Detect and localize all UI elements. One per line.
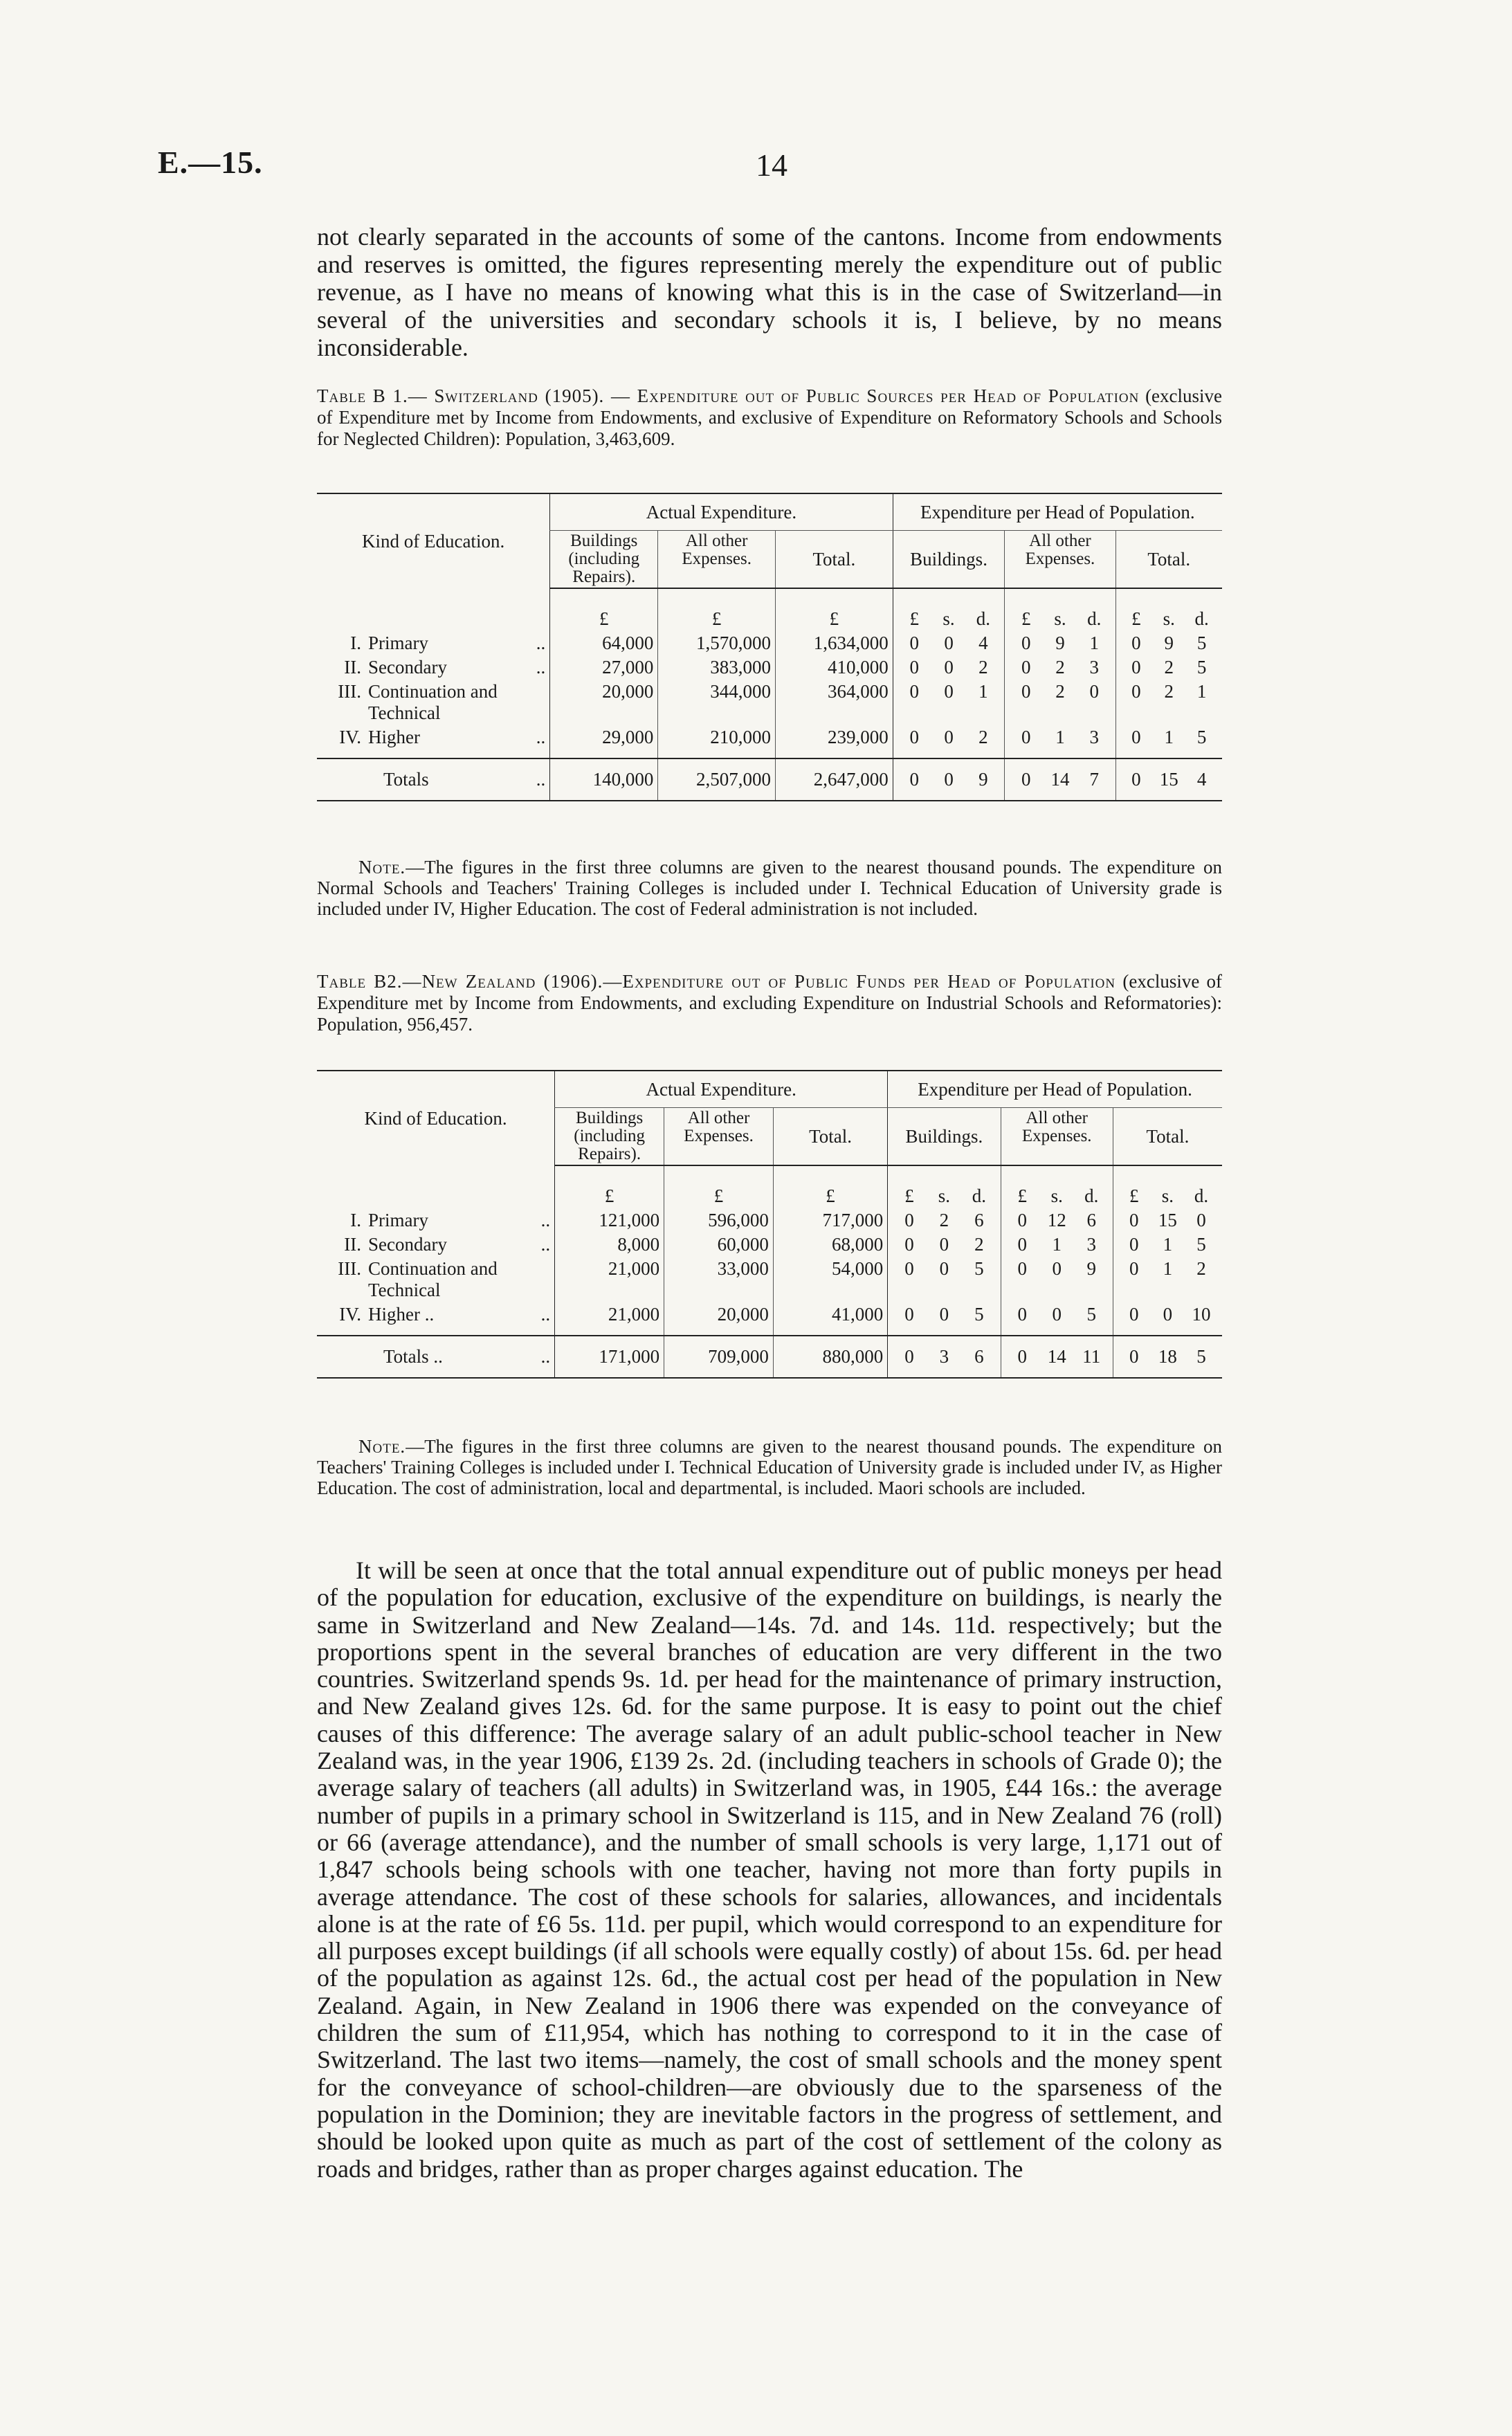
table2-caption [317,971,1222,1035]
leader-dots: .. [540,1210,551,1230]
cell-l: 0 [904,1234,914,1255]
row-number: I. [350,633,361,653]
cell-other: 344,000 [658,680,776,725]
table1-header-buildings-ph: Buildings. [893,531,1005,589]
cell-buildings: 21,000 [555,1257,664,1302]
unit-pence: d. [972,1185,986,1206]
unit-shilling: s. [1050,1185,1063,1206]
table1-header-total-ph: Total. [1115,531,1222,589]
table1-header-other-ph: All other Expenses. [1005,531,1115,589]
cell-other: 60,000 [664,1233,774,1257]
table2-header-other: All other Expenses. [664,1108,774,1166]
table2-header-total-ph: Total. [1113,1108,1222,1166]
table2-new-zealand [317,1070,1222,1379]
table2-header-kind: Kind of Education. [317,1071,555,1165]
row-number: I. [350,1210,361,1230]
unit-shilling: s. [1163,608,1175,629]
cell-total: 68,000 [773,1233,887,1257]
row-kind: Higher [368,727,420,747]
cell-total: 41,000 [773,1302,887,1336]
cell-s: 0 [944,727,954,747]
cell-s: 9 [1055,633,1065,653]
total-other: 2,507,000 [658,758,776,801]
cell-s: 0 [944,769,954,790]
cell-s: 1 [1055,727,1065,747]
unit-pound: £ [658,588,776,631]
cell-buildings: 8,000 [555,1233,664,1257]
cell-d: 5 [974,1258,984,1279]
unit-pound: £ [664,1165,774,1208]
unit-shilling: s. [1054,608,1066,629]
cell-l: 0 [1017,1210,1027,1230]
table1-header-per-head: Expenditure per Head of Population. [893,493,1222,531]
cell-s: 2 [1164,681,1174,702]
unit-pound: £ [1129,1185,1139,1206]
cell-s: 1 [1163,1258,1173,1279]
cell-l: 0 [1017,1304,1027,1325]
leader-dots: .. [536,727,546,747]
table1-caption [317,385,1222,450]
page-number: 14 [756,147,787,183]
cell-total: 364,000 [776,680,893,725]
cell-d: 3 [1086,1234,1096,1255]
cell-l: 0 [1021,681,1031,702]
row-number: II. [344,1234,361,1255]
unit-pence: d. [1084,1185,1099,1206]
cell-buildings: 121,000 [555,1208,664,1233]
total-buildings: 171,000 [555,1336,664,1378]
cell-s: 3 [939,1346,949,1367]
note-label: Note. [358,857,406,878]
table2-note [317,1436,1222,1498]
cell-s: 15 [1158,1210,1177,1230]
cell-buildings: 27,000 [550,655,658,680]
cell-d: 5 [1196,633,1207,653]
cell-d: 6 [974,1346,984,1367]
cell-l: 0 [909,657,919,678]
table1-header-other: All other Expenses. [658,531,776,589]
row-kind: Higher .. [368,1304,435,1325]
cell-buildings: 21,000 [555,1302,664,1336]
cell-l: 0 [1021,657,1031,678]
unit-shilling: s. [942,608,955,629]
cell-s: 0 [944,657,954,678]
table-row [317,1302,1222,1336]
cell-s: 2 [1055,657,1065,678]
cell-d: 7 [1089,769,1099,790]
unit-pound: £ [776,588,893,631]
cell-s: 2 [1055,681,1065,702]
unit-pence: d. [976,608,990,629]
cell-d: 10 [1192,1304,1211,1325]
cell-d: 5 [1196,727,1207,747]
cell-s: 0 [944,681,954,702]
cell-total: 239,000 [776,725,893,758]
cell-l: 0 [1129,1210,1139,1230]
cell-s: 0 [1052,1258,1062,1279]
cell-l: 0 [1129,1346,1139,1367]
cell-d: 1 [1089,633,1099,653]
table-row [317,1208,1222,1233]
cell-d: 2 [978,657,988,678]
cell-other: 20,000 [664,1302,774,1336]
cell-other: 1,570,000 [658,631,776,655]
cell-s: 0 [939,1258,949,1279]
cell-s: 0 [944,633,954,653]
table2-units-row [317,1165,1222,1208]
cell-s: 2 [1164,657,1174,678]
cell-l: 0 [1017,1234,1027,1255]
cell-s: 15 [1159,769,1178,790]
table1-switzerland [317,493,1222,801]
table2-header-per-head: Expenditure per Head of Population. [888,1071,1222,1108]
unit-pence: d. [1194,608,1209,629]
cell-d: 6 [1086,1210,1096,1230]
unit-pence: d. [1087,608,1102,629]
series-reference: E.—15. [158,145,263,180]
cell-s: 1 [1052,1234,1062,1255]
cell-s: 1 [1163,1234,1173,1255]
cell-l: 0 [1131,633,1141,653]
row-kind: Continuation and [368,681,498,702]
cell-d: 5 [1196,1346,1206,1367]
leader-dots: .. [536,633,546,653]
unit-shilling: s. [938,1185,951,1206]
cell-buildings: 29,000 [550,725,658,758]
cell-total: 1,634,000 [776,631,893,655]
table-row [317,1257,1222,1302]
table-row [317,1233,1222,1257]
leader-dots: .. [540,1346,551,1367]
leader-dots: .. [540,1234,551,1255]
cell-d: 0 [1089,681,1099,702]
table1-header-total: Total. [776,531,893,589]
row-kind: Primary [368,633,428,653]
table2-label: Table B2. [317,971,403,992]
unit-pound: £ [1021,608,1031,629]
cell-d: 6 [974,1210,984,1230]
row-number: IV. [339,727,361,747]
cell-d: 3 [1089,727,1099,747]
cell-total: 54,000 [773,1257,887,1302]
cell-d: 5 [1196,1234,1206,1255]
row-number: II. [344,657,361,678]
cell-s: 1 [1164,727,1174,747]
cell-d: 5 [1086,1304,1096,1325]
cell-d: 11 [1082,1346,1101,1367]
cell-d: 4 [1196,769,1207,790]
cell-other: 596,000 [664,1208,774,1233]
unit-pound: £ [550,588,658,631]
unit-pound: £ [1131,608,1141,629]
cell-l: 0 [1017,1258,1027,1279]
table-row [317,655,1222,680]
leader-dots: .. [536,657,546,678]
cell-l: 0 [1131,769,1141,790]
totals-label: Totals .. [383,1346,443,1367]
cell-l: 0 [904,1258,914,1279]
cell-l: 0 [909,633,919,653]
table2-header-buildings: Buildings (including Repairs). [555,1108,664,1166]
note-label: Note. [358,1436,406,1457]
cell-l: 0 [909,681,919,702]
row-kind: Primary [368,1210,428,1230]
cell-l: 0 [904,1210,914,1230]
cell-total: 410,000 [776,655,893,680]
note-text: —The figures in the first three columns are given to the nearest thousand pounds. The expenditure on Normal Schools and Teachers' Training Colleges is included under I. Technical Education of University grade is included under IV, Higher Education. The cost of Federal administration is not included. [317,857,1222,919]
cell-l: 0 [904,1304,914,1325]
total-total: 2,647,000 [776,758,893,801]
cell-d: 5 [1196,657,1207,678]
body-paragraph: It will be seen at once that the total annual expenditure out of public moneys per head of the population for education, exclusive of the expenditure on buildings, is nearly the same in Switzerland and New Zealand—14s. 7d. and 14s. 11d. respectively; but the proportions spent in the several branches of education are very different in the two countries. Switzerland spends 9s. 1d. per head for the maintenance of primary instruction, and New Zealand gives 12s. 6d. for the same purpose. It is easy to point out the chief causes of this difference: The average salary of an adult public-school teacher in New Zealand was, in the year 1906, £139 2s. 2d. (including teachers in schools of Grade 0); the average salary of teachers (all adults) in Switzerland was, in 1905, £44 16s.: the average number of pupils in a primary school in Switzerland is 115, and in New Zealand 76 (roll) or 66 (average attendance), and the number of small schools is very large, 1,171 out of 1,847 schools being schools with one teacher, having not more than forty pupils in average attendance. The cost of these schools for salaries, allowances, and incidentals alone is at the rate of £6 5s. 11d. per pupil, which would correspond to an expenditure for all purposes except buildings (if all schools were equally costly) of about 15s. 6d. per head of the population as against 12s. 6d., the actual cost per head of the population in New Zealand. Again, in New Zealand in 1906 there was expended on the conveyance of children the sum of £11,954, which has nothing to correspond to it in the case of Switzerland. The last two items—namely, the cost of small schools and the money spent for the conveyance of school-children—are obviously due to the sparseness of the population in the Dominion; they are inevitable factors in the progress of settlement, and should be looked upon quite as much as part of the cost of settlement of the colony as roads and bridges, rather than as proper charges against education. The [317,1556,1222,2183]
row-kind-continued: Technical [368,702,441,723]
table2-header-buildings-ph: Buildings. [888,1108,1001,1166]
cell-l: 0 [904,1346,914,1367]
cell-buildings: 64,000 [550,631,658,655]
table2-header-other-ph: All other Expenses. [1001,1108,1113,1166]
totals-label: Totals [383,769,429,790]
table1-totals-row [317,758,1222,801]
row-number: III. [338,1258,361,1279]
cell-other: 33,000 [664,1257,774,1302]
table2-title: —New Zealand (1906).—Expenditure out of Public Funds per Head of Population [402,971,1116,992]
cell-d: 2 [978,727,988,747]
table-row [317,680,1222,725]
unit-pence: d. [1194,1185,1209,1206]
cell-d: 2 [1196,1258,1206,1279]
cell-other: 210,000 [658,725,776,758]
cell-l: 0 [1131,657,1141,678]
table1-header-buildings: Buildings (including Repairs). [550,531,658,589]
table2-header-total: Total. [773,1108,887,1166]
cell-l: 0 [1021,633,1031,653]
cell-s: 14 [1047,1346,1066,1367]
cell-l: 0 [1021,727,1031,747]
cell-d: 3 [1089,657,1099,678]
cell-l: 0 [1129,1258,1139,1279]
row-number: IV. [339,1304,361,1325]
table-row [317,631,1222,655]
table1-header-actual: Actual Expenditure. [550,493,893,531]
cell-other: 383,000 [658,655,776,680]
cell-s: 2 [939,1210,949,1230]
table1-note [317,857,1222,919]
table2-subtitle: (exclusive of Expenditure met by Income from Endowments, and excluding Expenditure on Industrial Schools and Reformatories): Population, 956,457. [317,971,1223,1035]
cell-d: 1 [978,681,988,702]
cell-d: 5 [974,1304,984,1325]
table1-title: — Switzerland (1905). — Expenditure out of Public Sources per Head of Population [408,385,1140,406]
total-buildings: 140,000 [550,758,658,801]
table2-header-actual: Actual Expenditure. [555,1071,888,1108]
note-text: —The figures in the first three columns are given to the nearest thousand pounds. The expenditure on Teachers' Training Colleges is included under I. Technical Education of University grade is included under IV, as Higher Education. The cost of administration, local and departmental, is included. Maori schools are included. [317,1436,1222,1498]
unit-pound: £ [904,1185,914,1206]
row-kind: Continuation and [368,1258,498,1279]
cell-d: 9 [978,769,988,790]
cell-d: 0 [1196,1210,1206,1230]
row-kind: Secondary [368,657,447,678]
row-kind: Secondary [368,1234,447,1255]
cell-l: 0 [1021,769,1031,790]
cell-s: 0 [1163,1304,1173,1325]
leader-dots: .. [536,769,546,790]
cell-d: 4 [978,633,988,653]
table2-totals-row [317,1336,1222,1378]
cell-s: 0 [939,1234,949,1255]
cell-l: 0 [909,727,919,747]
unit-pound: £ [555,1165,664,1208]
cell-buildings: 20,000 [550,680,658,725]
cell-l: 0 [1131,681,1141,702]
cell-s: 14 [1050,769,1070,790]
cell-s: 0 [939,1304,949,1325]
total-total: 880,000 [773,1336,887,1378]
cell-d: 1 [1196,681,1207,702]
cell-l: 0 [909,769,919,790]
unit-pound: £ [909,608,919,629]
cell-l: 0 [1129,1234,1139,1255]
cell-d: 2 [974,1234,984,1255]
leader-dots: .. [540,1304,551,1325]
table1-header-kind: Kind of Education. [317,493,550,588]
row-kind-continued: Technical [368,1280,441,1300]
cell-l: 0 [1131,727,1141,747]
cell-s: 12 [1047,1210,1066,1230]
unit-shilling: s. [1161,1185,1174,1206]
total-other: 709,000 [664,1336,774,1378]
row-number: III. [338,681,361,702]
unit-pound: £ [773,1165,887,1208]
cell-l: 0 [1017,1346,1027,1367]
cell-s: 18 [1158,1346,1177,1367]
table1-subtitle: (exclusive of Expenditure met by Income from Endowments, and exclusive of Expenditure on Reformatory Schools and Schools for Neglected Children): Population, 3,463,609. [317,385,1223,449]
intro-paragraph: not clearly separated in the accounts of some of the cantons. Income from endowments and reserves is omitted, the figures representing merely the expenditure out of public revenue, as I have no means of knowing what this is in the case of Switzerland—in several of the universities and secondary schools it is, I believe, by no means inconsiderable. [317,223,1222,361]
table-row [317,725,1222,758]
cell-d: 9 [1086,1258,1096,1279]
table1-units-row [317,588,1222,631]
cell-s: 0 [1052,1304,1062,1325]
cell-total: 717,000 [773,1208,887,1233]
table1-label: Table B 1. [317,385,408,406]
unit-pound: £ [1017,1185,1027,1206]
cell-s: 9 [1164,633,1174,653]
cell-l: 0 [1129,1304,1139,1325]
